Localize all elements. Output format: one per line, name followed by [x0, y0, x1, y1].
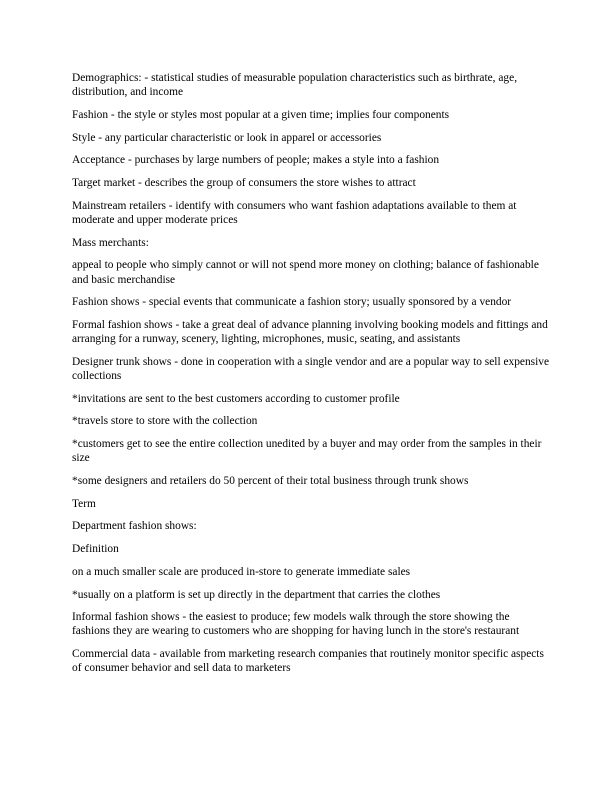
paragraph-designer-trunk-shows: Designer trunk shows - done in cooperation with a single vendor and are a popular way to sell expensive collections: [72, 355, 550, 383]
paragraph-commercial-data: Commercial data - available from marketing research companies that routinely monitor specific aspects of consumer behavior and sell data to marketers: [72, 648, 544, 675]
paragraph-invitations: *invitations are sent to the best customers according to customer profile: [72, 392, 400, 405]
paragraph-style: Style - any particular characteristic or look in apparel or accessories: [72, 131, 382, 144]
paragraph-definition: Definition: [72, 543, 119, 556]
paragraph-acceptance: Acceptance - purchases by large numbers of people; makes a style into a fashion: [72, 154, 440, 167]
paragraph-informal-fashion-shows: Informal fashion shows - the easiest to produce; few models walk through the store showing the fashions they are wearing to customers who are shopping for having lunch in the store's restaurant: [72, 611, 520, 638]
paragraph-fashion-shows: Fashion shows - special events that communicate a fashion story; usually sponsored by a vendor: [72, 296, 512, 309]
paragraph-travels: *travels store to store with the collection: [72, 415, 258, 428]
paragraph-mass-merchants-definition: appeal to people who simply cannot or will not spend more money on clothing; balance of fashionable and basic merchandise: [72, 259, 539, 286]
paragraph-mainstream-retailers: Mainstream retailers - identify with consumers who want fashion adaptations available to them at moderate and upper moderate prices: [72, 199, 517, 226]
paragraph-customers: *customers get to see the entire collection unedited by a buyer and may order from the samples in their size: [72, 438, 542, 465]
paragraph-platform: *usually on a platform is set up directly in the department that carries the clothes: [72, 588, 441, 601]
document-body: [72, 71, 550, 684]
paragraph-mass-merchants-term: Mass merchants:: [72, 236, 149, 249]
paragraph-department-fashion-shows: Department fashion shows:: [72, 520, 197, 533]
paragraph-term: Term: [72, 497, 96, 510]
paragraph-target-market: Target market - describes the group of consumers the store wishes to attract: [72, 177, 416, 190]
paragraph-fashion: Fashion - the style or styles most popular at a given time; implies four components: [72, 108, 450, 121]
paragraph-designers-retailers: *some designers and retailers do 50 percent of their total business through trunk shows: [72, 475, 469, 488]
paragraph-formal-fashion-shows: Formal fashion shows - take a great deal of advance planning involving booking models and fittings and arranging for a runway, scenery, lighting, microphones, music, seating, and assistants: [72, 318, 548, 346]
paragraph-smaller-scale: on a much smaller scale are produced in-store to generate immediate sales: [72, 565, 411, 578]
paragraph-demographics: Demographics: - statistical studies of measurable population characteristics such as birthrate, age, distribution, and income: [72, 72, 518, 99]
